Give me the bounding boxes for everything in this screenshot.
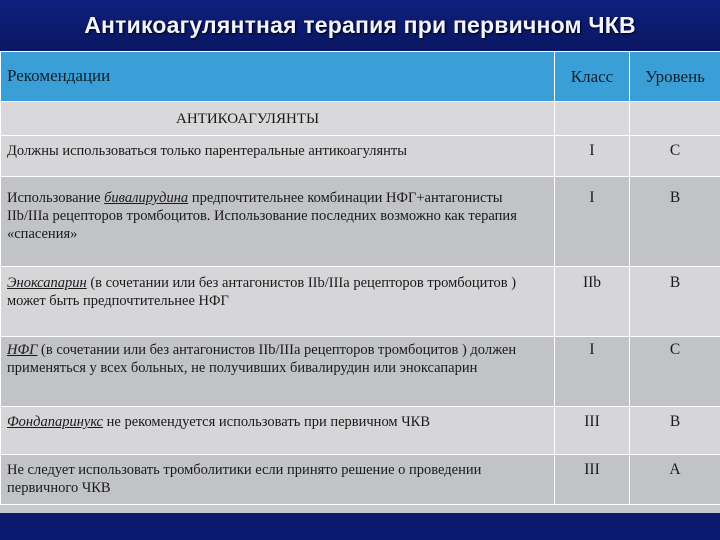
class-cell: III xyxy=(555,455,630,505)
title-bar xyxy=(0,0,720,50)
level-cell: A xyxy=(630,455,720,505)
table-row xyxy=(1,177,720,267)
bottom-band xyxy=(0,513,720,540)
recommendation-pre: Использование xyxy=(7,190,105,206)
recommendation-text: Должны использоваться только парентеральные антикоагулянты xyxy=(7,143,407,159)
recommendations-table xyxy=(0,51,720,513)
drug-name: НФГ xyxy=(7,342,38,358)
recommendation-text: не рекомендуется использовать при первичном ЧКВ xyxy=(103,414,430,430)
class-cell: IIb xyxy=(555,267,630,337)
section-level-cell xyxy=(630,102,720,136)
level-cell: C xyxy=(630,136,720,177)
header-class: Класс xyxy=(555,52,630,102)
table-header-row xyxy=(1,52,720,102)
header-level: Уровень xyxy=(630,52,720,102)
level-cell: B xyxy=(630,177,720,267)
page-title: Антикоагулянтная терапия при первичном ЧКВ xyxy=(84,11,636,38)
class-cell: III xyxy=(555,407,630,455)
recommendation-cell xyxy=(1,177,555,267)
section-class-cell xyxy=(555,102,630,136)
level-cell: B xyxy=(630,407,720,455)
header-recommendations: Рекомендации xyxy=(1,52,555,102)
recommendation-cell xyxy=(1,267,555,337)
table-row xyxy=(1,136,720,177)
table-row xyxy=(1,455,720,505)
section-row xyxy=(1,102,720,136)
recommendation-cell xyxy=(1,337,555,407)
recommendation-cell xyxy=(1,407,555,455)
table-row xyxy=(1,337,720,407)
class-cell: I xyxy=(555,136,630,177)
table-row xyxy=(1,407,720,455)
recommendation-cell xyxy=(1,136,555,177)
recommendation-cell xyxy=(1,455,555,505)
level-cell: C xyxy=(630,337,720,407)
table-row xyxy=(1,267,720,337)
drug-name: Эноксапарин xyxy=(7,275,87,291)
section-title: АНТИКОАГУЛЯНТЫ xyxy=(1,102,555,136)
recommendation-text: (в сочетании или без антагонистов IIb/IIIa рецепторов тромбоцитов ) может быть предпочтительнее НФГ xyxy=(7,275,517,309)
recommendation-text: предпочтительнее комбинации НФГ+антагонисты IIb/IIIa рецепторов тромбоцитов. Использование последних возможно как терапия «спасения» xyxy=(7,190,517,242)
level-cell: B xyxy=(630,267,720,337)
recommendation-text: (в сочетании или без антагонистов IIb/IIIa рецепторов тромбоцитов ) должен применяться у всех больных, не получивших бивалирудин или эноксапарин xyxy=(7,342,517,376)
drug-name: Фондапаринукс xyxy=(7,414,103,430)
class-cell: I xyxy=(555,177,630,267)
drug-name: бивалирудина xyxy=(104,190,189,206)
class-cell: I xyxy=(555,337,630,407)
recommendation-text: Не следует использовать тромболитики если принято решение о проведении первичного ЧКВ xyxy=(7,462,482,496)
